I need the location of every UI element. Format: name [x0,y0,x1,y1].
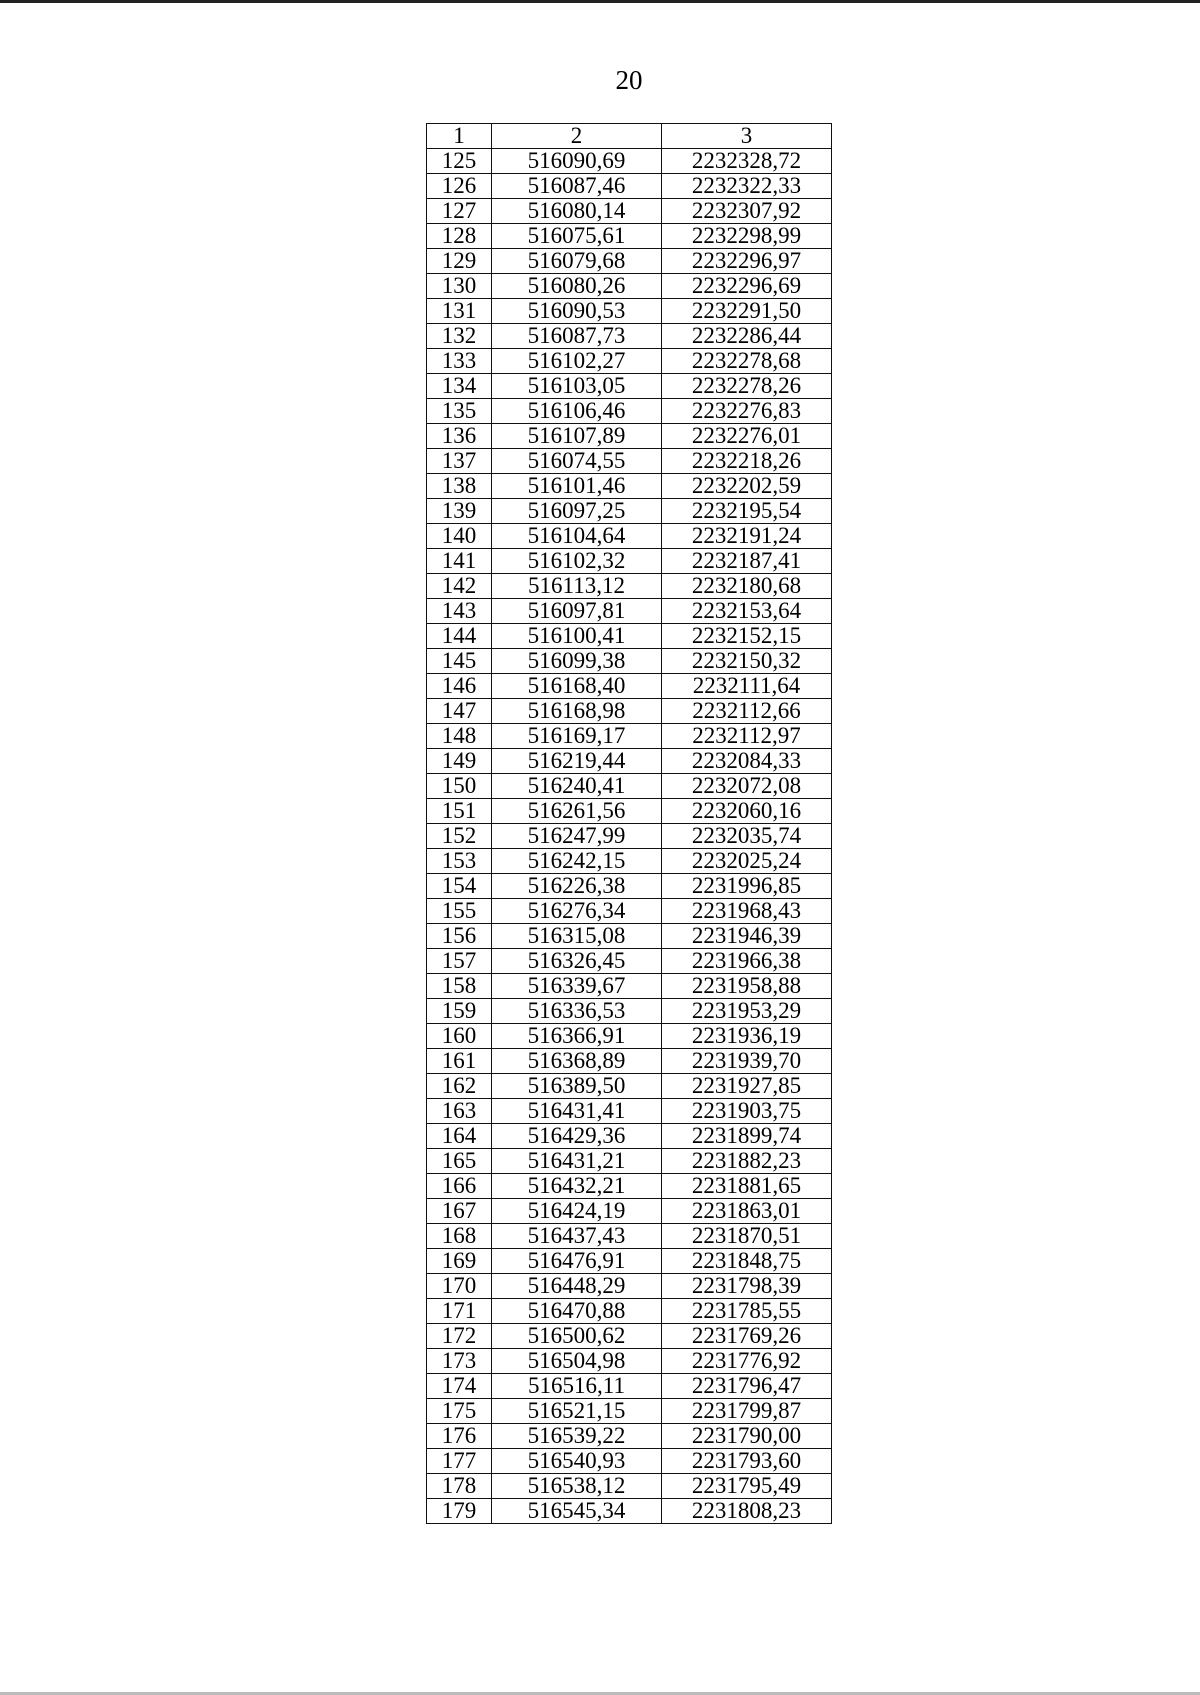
cell-x-coordinate: 516240,41 [492,774,662,799]
table-row [427,1374,832,1399]
cell-point-number: 126 [427,174,492,199]
table-row [427,249,832,274]
cell-x-coordinate: 516090,69 [492,149,662,174]
cell-y-coordinate: 2231808,23 [662,1499,832,1524]
table-row [427,674,832,699]
table-row [427,1474,832,1499]
cell-point-number: 140 [427,524,492,549]
cell-point-number: 157 [427,949,492,974]
table-row [427,949,832,974]
cell-y-coordinate: 2232180,68 [662,574,832,599]
cell-point-number: 170 [427,1274,492,1299]
cell-y-coordinate: 2232035,74 [662,824,832,849]
cell-y-coordinate: 2232278,68 [662,349,832,374]
cell-y-coordinate: 2232072,08 [662,774,832,799]
cell-point-number: 168 [427,1224,492,1249]
cell-x-coordinate: 516336,53 [492,999,662,1024]
table-row [427,1349,832,1374]
cell-y-coordinate: 2232322,33 [662,174,832,199]
table-row [427,974,832,999]
table-row [427,524,832,549]
cell-point-number: 144 [427,624,492,649]
table-row [427,1174,832,1199]
table-row [427,899,832,924]
cell-y-coordinate: 2231870,51 [662,1224,832,1249]
table-row [427,999,832,1024]
table-row [427,1399,832,1424]
cell-point-number: 125 [427,149,492,174]
table-row [427,299,832,324]
cell-y-coordinate: 2232150,32 [662,649,832,674]
cell-point-number: 174 [427,1374,492,1399]
cell-y-coordinate: 2231903,75 [662,1099,832,1124]
table-row [427,749,832,774]
cell-x-coordinate: 516104,64 [492,524,662,549]
cell-y-coordinate: 2231769,26 [662,1324,832,1349]
table-row [427,374,832,399]
table-row [427,449,832,474]
cell-y-coordinate: 2231799,87 [662,1399,832,1424]
cell-point-number: 138 [427,474,492,499]
cell-x-coordinate: 516226,38 [492,874,662,899]
table-row [427,174,832,199]
cell-x-coordinate: 516090,53 [492,299,662,324]
cell-point-number: 141 [427,549,492,574]
cell-y-coordinate: 2232025,24 [662,849,832,874]
table-row [427,1074,832,1099]
cell-y-coordinate: 2231776,92 [662,1349,832,1374]
cell-point-number: 148 [427,724,492,749]
cell-point-number: 177 [427,1449,492,1474]
table-row [427,424,832,449]
cell-y-coordinate: 2231798,39 [662,1274,832,1299]
table-row [427,199,832,224]
cell-y-coordinate: 2231939,70 [662,1049,832,1074]
page-number: 20 [615,65,643,95]
table-row [427,874,832,899]
cell-x-coordinate: 516326,45 [492,949,662,974]
coordinates-table [426,123,832,1524]
cell-y-coordinate: 2231958,88 [662,974,832,999]
cell-y-coordinate: 2232276,83 [662,399,832,424]
cell-y-coordinate: 2231882,23 [662,1149,832,1174]
cell-y-coordinate: 2231968,43 [662,899,832,924]
table-row [427,324,832,349]
cell-x-coordinate: 516087,46 [492,174,662,199]
cell-point-number: 128 [427,224,492,249]
table-row [427,599,832,624]
cell-x-coordinate: 516079,68 [492,249,662,274]
cell-point-number: 134 [427,374,492,399]
cell-x-coordinate: 516103,05 [492,374,662,399]
cell-y-coordinate: 2231881,65 [662,1174,832,1199]
cell-x-coordinate: 516276,34 [492,899,662,924]
cell-x-coordinate: 516100,41 [492,624,662,649]
cell-y-coordinate: 2231863,01 [662,1199,832,1224]
cell-point-number: 146 [427,674,492,699]
table-row [427,849,832,874]
cell-point-number: 130 [427,274,492,299]
cell-point-number: 179 [427,1499,492,1524]
cell-x-coordinate: 516476,91 [492,1249,662,1274]
cell-point-number: 154 [427,874,492,899]
cell-point-number: 173 [427,1349,492,1374]
cell-x-coordinate: 516097,25 [492,499,662,524]
cell-point-number: 137 [427,449,492,474]
cell-x-coordinate: 516432,21 [492,1174,662,1199]
cell-x-coordinate: 516074,55 [492,449,662,474]
table-row [427,1024,832,1049]
cell-point-number: 131 [427,299,492,324]
cell-point-number: 172 [427,1324,492,1349]
cell-x-coordinate: 516504,98 [492,1349,662,1374]
cell-point-number: 175 [427,1399,492,1424]
cell-y-coordinate: 2231953,29 [662,999,832,1024]
cell-x-coordinate: 516080,26 [492,274,662,299]
cell-y-coordinate: 2232307,92 [662,199,832,224]
table-row [427,624,832,649]
cell-point-number: 143 [427,599,492,624]
table-row [427,149,832,174]
cell-y-coordinate: 2232060,16 [662,799,832,824]
cell-y-coordinate: 2231848,75 [662,1249,832,1274]
cell-y-coordinate: 2232152,15 [662,624,832,649]
cell-y-coordinate: 2231796,47 [662,1374,832,1399]
cell-y-coordinate: 2232111,64 [662,674,832,699]
cell-x-coordinate: 516389,50 [492,1074,662,1099]
cell-x-coordinate: 516470,88 [492,1299,662,1324]
cell-point-number: 171 [427,1299,492,1324]
cell-point-number: 149 [427,749,492,774]
cell-x-coordinate: 516219,44 [492,749,662,774]
cell-y-coordinate: 2232195,54 [662,499,832,524]
table-row [427,699,832,724]
cell-point-number: 178 [427,1474,492,1499]
cell-x-coordinate: 516169,17 [492,724,662,749]
cell-point-number: 139 [427,499,492,524]
cell-x-coordinate: 516431,21 [492,1149,662,1174]
cell-point-number: 158 [427,974,492,999]
cell-y-coordinate: 2232191,24 [662,524,832,549]
cell-x-coordinate: 516538,12 [492,1474,662,1499]
table-row [427,824,832,849]
cell-x-coordinate: 516545,34 [492,1499,662,1524]
cell-point-number: 169 [427,1249,492,1274]
cell-y-coordinate: 2232276,01 [662,424,832,449]
table-row [427,1124,832,1149]
cell-x-coordinate: 516366,91 [492,1024,662,1049]
cell-x-coordinate: 516075,61 [492,224,662,249]
cell-y-coordinate: 2232328,72 [662,149,832,174]
cell-x-coordinate: 516424,19 [492,1199,662,1224]
cell-y-coordinate: 2232278,26 [662,374,832,399]
cell-point-number: 145 [427,649,492,674]
cell-y-coordinate: 2232202,59 [662,474,832,499]
cell-point-number: 166 [427,1174,492,1199]
cell-y-coordinate: 2231946,39 [662,924,832,949]
cell-x-coordinate: 516168,40 [492,674,662,699]
cell-point-number: 165 [427,1149,492,1174]
cell-x-coordinate: 516099,38 [492,649,662,674]
table-row [427,399,832,424]
cell-point-number: 136 [427,424,492,449]
cell-x-coordinate: 516431,41 [492,1099,662,1124]
table-row [427,1324,832,1349]
table-row [427,1149,832,1174]
cell-x-coordinate: 516087,73 [492,324,662,349]
cell-x-coordinate: 516368,89 [492,1049,662,1074]
cell-x-coordinate: 516500,62 [492,1324,662,1349]
cell-x-coordinate: 516107,89 [492,424,662,449]
cell-x-coordinate: 516080,14 [492,199,662,224]
cell-point-number: 163 [427,1099,492,1124]
cell-x-coordinate: 516521,15 [492,1399,662,1424]
table-body [427,149,832,1524]
cell-y-coordinate: 2232153,64 [662,599,832,624]
table-row [427,1274,832,1299]
cell-point-number: 147 [427,699,492,724]
cell-y-coordinate: 2231795,49 [662,1474,832,1499]
cell-x-coordinate: 516101,46 [492,474,662,499]
cell-point-number: 142 [427,574,492,599]
table-row [427,1424,832,1449]
cell-point-number: 150 [427,774,492,799]
cell-point-number: 153 [427,849,492,874]
cell-y-coordinate: 2231936,19 [662,1024,832,1049]
cell-x-coordinate: 516242,15 [492,849,662,874]
cell-y-coordinate: 2231793,60 [662,1449,832,1474]
cell-point-number: 133 [427,349,492,374]
cell-y-coordinate: 2232218,26 [662,449,832,474]
table-row [427,1499,832,1524]
cell-point-number: 159 [427,999,492,1024]
cell-point-number: 155 [427,899,492,924]
table-row [427,1224,832,1249]
cell-point-number: 156 [427,924,492,949]
column-header-point-number: 1 [427,124,492,149]
table-row [427,1299,832,1324]
cell-x-coordinate: 516516,11 [492,1374,662,1399]
cell-y-coordinate: 2231899,74 [662,1124,832,1149]
cell-x-coordinate: 516261,56 [492,799,662,824]
cell-y-coordinate: 2232084,33 [662,749,832,774]
table-row [427,649,832,674]
cell-x-coordinate: 516437,43 [492,1224,662,1249]
cell-x-coordinate: 516106,46 [492,399,662,424]
cell-point-number: 167 [427,1199,492,1224]
scan-edge-top [0,0,1200,3]
cell-point-number: 176 [427,1424,492,1449]
table-row [427,224,832,249]
cell-x-coordinate: 516168,98 [492,699,662,724]
cell-y-coordinate: 2231996,85 [662,874,832,899]
cell-point-number: 162 [427,1074,492,1099]
cell-point-number: 164 [427,1124,492,1149]
cell-y-coordinate: 2232291,50 [662,299,832,324]
cell-y-coordinate: 2232286,44 [662,324,832,349]
cell-x-coordinate: 516113,12 [492,574,662,599]
table-row [427,549,832,574]
table-row [427,1449,832,1474]
table-row [427,1199,832,1224]
table-row [427,349,832,374]
table-row [427,474,832,499]
table-row [427,274,832,299]
table-row [427,724,832,749]
cell-y-coordinate: 2232112,97 [662,724,832,749]
cell-point-number: 132 [427,324,492,349]
table-row [427,1049,832,1074]
cell-y-coordinate: 2232112,66 [662,699,832,724]
cell-y-coordinate: 2232187,41 [662,549,832,574]
cell-y-coordinate: 2231785,55 [662,1299,832,1324]
cell-point-number: 127 [427,199,492,224]
cell-y-coordinate: 2232296,97 [662,249,832,274]
cell-point-number: 135 [427,399,492,424]
cell-x-coordinate: 516539,22 [492,1424,662,1449]
cell-y-coordinate: 2232296,69 [662,274,832,299]
cell-point-number: 160 [427,1024,492,1049]
cell-x-coordinate: 516429,36 [492,1124,662,1149]
cell-y-coordinate: 2231966,38 [662,949,832,974]
cell-point-number: 161 [427,1049,492,1074]
table-row [427,1099,832,1124]
table-row [427,799,832,824]
table-row [427,1249,832,1274]
cell-x-coordinate: 516540,93 [492,1449,662,1474]
cell-x-coordinate: 516102,27 [492,349,662,374]
table-row [427,574,832,599]
cell-x-coordinate: 516247,99 [492,824,662,849]
cell-y-coordinate: 2232298,99 [662,224,832,249]
table-row [427,924,832,949]
table-header-row [427,124,832,149]
cell-point-number: 129 [427,249,492,274]
cell-x-coordinate: 516102,32 [492,549,662,574]
column-header-y: 3 [662,124,832,149]
column-header-x: 2 [492,124,662,149]
cell-point-number: 152 [427,824,492,849]
cell-x-coordinate: 516315,08 [492,924,662,949]
table-row [427,499,832,524]
cell-x-coordinate: 516339,67 [492,974,662,999]
cell-y-coordinate: 2231790,00 [662,1424,832,1449]
cell-x-coordinate: 516097,81 [492,599,662,624]
cell-x-coordinate: 516448,29 [492,1274,662,1299]
cell-y-coordinate: 2231927,85 [662,1074,832,1099]
cell-point-number: 151 [427,799,492,824]
table-row [427,774,832,799]
